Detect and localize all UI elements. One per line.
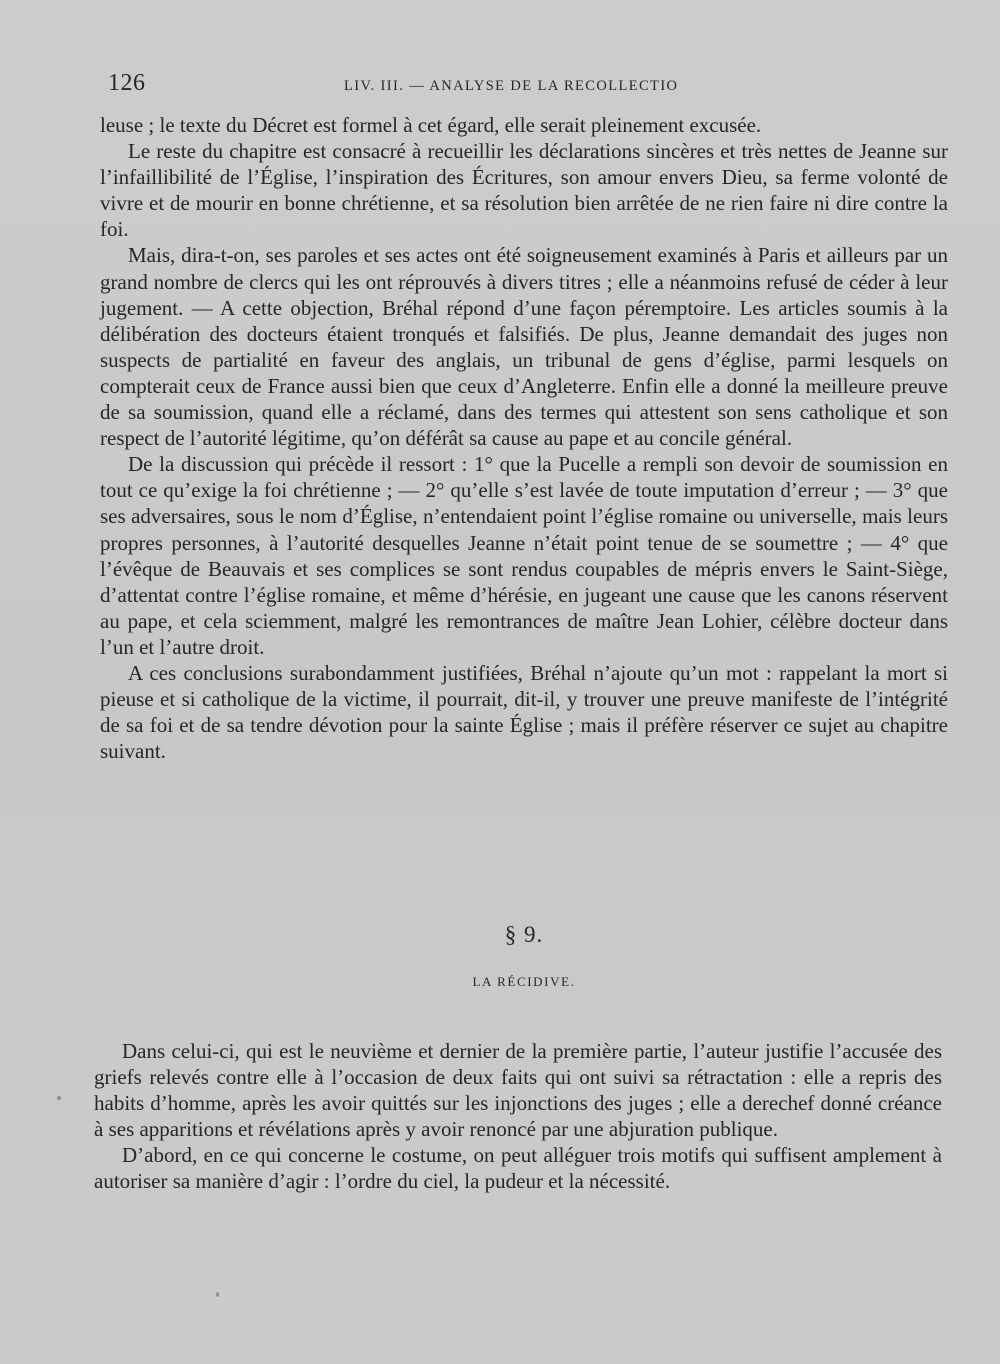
paragraph-recidive-intro: Dans celui-ci, qui est le neuvième et dernier de la première partie, l’auteur justifie l’accusée des griefs relevés contre elle à l’occasion de deux faits qui ont suivi sa rétractation : elle a repris des habits d’homme, après les avoir quittés sur les injonctions des juges ; elle a derechef donné créance à ses apparitions et révélations après y avoir renoncé par une abjuration publique. [94, 1039, 942, 1142]
body-text-bottom [94, 1038, 942, 1195]
paragraph-costume: D’abord, en ce qui concerne le costume, on peut alléguer trois motifs qui suffisent amplement à autoriser sa manière d’agir : l’ordre du ciel, la pudeur et la nécessité. [94, 1143, 942, 1194]
section-title: LA RÉCIDIVE. [472, 974, 576, 989]
paragraph-objection: Mais, dira-t-on, ses paroles et ses actes ont été soigneusement examinés à Paris et ailleurs par un grand nombre de clercs qui les ont réprouvés à divers titres ; elle a néanmoins refusé de céder à leur jugement. — A cette objection, Bréhal répond d’une façon péremptoire. Les articles soumis à la délibération des docteurs étaient tronqués et falsifiés. De plus, Jeanne demandait des juges non suspects de partialité en faveur des anglais, un tribunal de gens d’église, parmi lesquels on compterait ceux de France aussi bien que ceux d’Angleterre. Enfin elle a donné la meilleure preuve de sa soumission, quand elle a réclamé, dans des termes qui attestent son sens catholique et son respect de l’autorité légitime, qu’on déférât sa cause au pape et au concile général. [100, 243, 948, 451]
page-number: 126 [108, 70, 146, 96]
paragraph-conclusions: De la discussion qui précède il ressort : 1° que la Pucelle a rempli son devoir de soumission en tout ce qu’exige la foi chrétienne ; — 2° qu’elle s’est lavée de toute imputation d’erreur ; — 3° que ses adversaires, sous le nom d’Église, n’entendaient point l’église romaine ou universelle, mais leurs propres personnes, à l’autorité desquelles Jeanne n’était point tenue de se soumettre ; — 4° que l’évêque de Beauvais et ses complices se sont rendus coupables de mépris envers le Saint-Siège, d’attentat contre l’église romaine, et même d’hérésie, en jugeant une cause que les canons réservent au pape, et cela sciemment, malgré les remontrances de maître Jean Lohier, célèbre docteur dans l’un et l’autre droit. [100, 452, 948, 659]
paper-speck [57, 1096, 61, 1100]
body-text-top [100, 112, 948, 764]
paragraph-continuation: leuse ; le texte du Décret est formel à cet égard, elle serait pleinement excusée. [100, 113, 762, 137]
page-header [108, 70, 948, 100]
paragraph-final-word: A ces conclusions surabondamment justifiées, Bréhal n’ajoute qu’un mot : rappelant la mort si pieuse et si catholique de la victime, il pourrait, dit-il, y trouver une preuve manifeste de l’intégrité de sa foi et de sa tendre dévotion pour la sainte Église ; mais il préfère réserver ce sujet au chapitre suivant. [100, 660, 948, 764]
paragraph-declarations: Le reste du chapitre est consacré à recueillir les déclarations sincères et très nettes de Jeanne sur l’infaillibilité de l’Église, l’inspiration des Écritures, son amour envers Dieu, sa ferme volonté de vivre et de mourir en bonne chrétienne, et sa résolution bien arrêtée de ne rien faire ni dire contre la foi. [100, 139, 948, 242]
paper-speck [216, 1292, 219, 1297]
running-head: LIV. III. — ANALYSE DE LA RECOLLECTIO [344, 78, 679, 94]
section-number: § 9. [504, 922, 544, 947]
